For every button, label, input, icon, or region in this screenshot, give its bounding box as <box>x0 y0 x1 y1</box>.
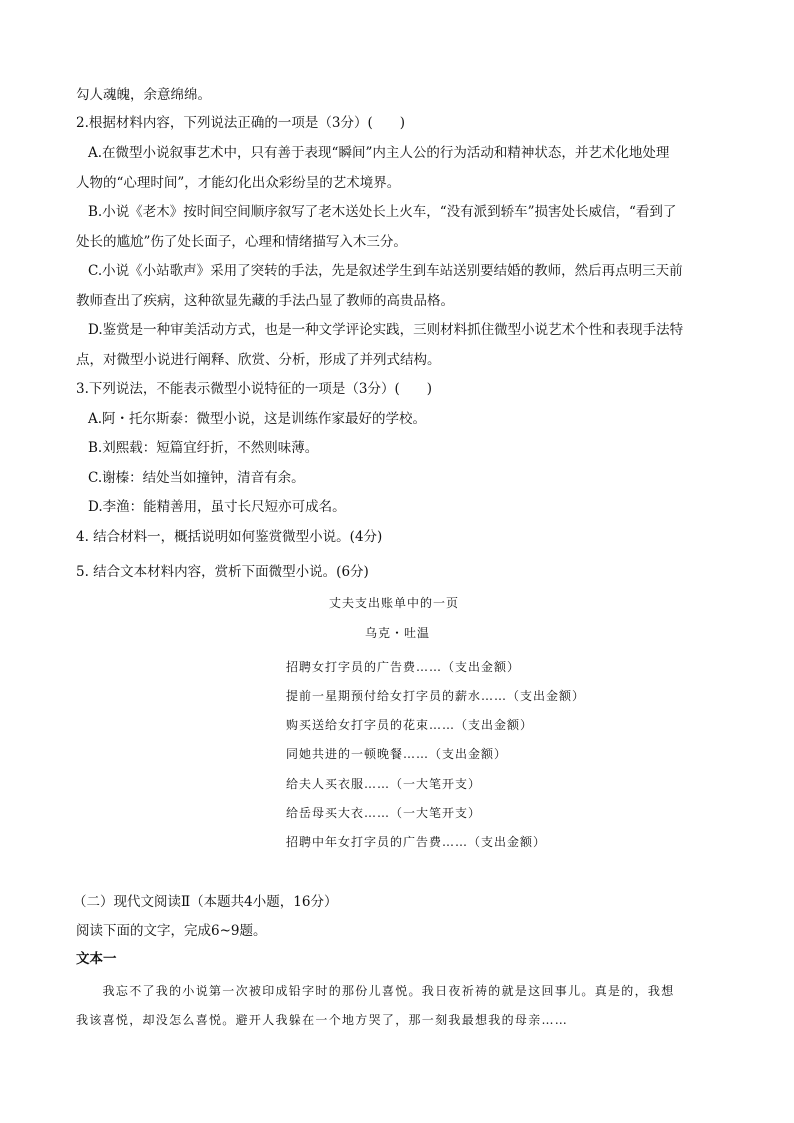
text-title: 文本一 <box>76 951 117 967</box>
option-2d-line2: 点，对微型小说进行阐释、欣赏、分析，形成了并列式结构。 <box>76 352 441 368</box>
option-3b: B.刘熙载：短篇宜纡折，不然则味薄。 <box>88 440 319 456</box>
poem-item: 招聘中年女打字员的广告费……（支出金额） <box>286 835 547 849</box>
section-instruction: 阅读下面的文字，完成6~9题。 <box>76 923 267 939</box>
option-2c-line2: 教师查出了疾病，这种欲显先藏的手法凸显了教师的高贵品格。 <box>76 293 454 309</box>
option-2b-line1: B.小说《老木》按时间空间顺序叙写了老木送处长上火车，“没有派到轿车”损害处长威信，“看到了 <box>88 204 677 220</box>
poem-item: 给夫人买衣服……（一大笔开支） <box>286 777 482 791</box>
option-3a: A.阿・托尔斯泰：微型小说，这是训练作家最好的学校。 <box>88 411 427 427</box>
poem-item: 招聘女打字员的广告费……（支出金额） <box>286 660 521 674</box>
option-3d: D.李渔：能精善用，虽寸长尺短亦可成名。 <box>88 499 346 515</box>
section-header: （二）现代文阅读Ⅱ（本题共4小题，16分） <box>73 894 338 910</box>
option-3c: C.谢榛：结处当如撞钟，清音有余。 <box>88 470 305 486</box>
passage-line: 我该喜悦，却没怎么喜悦。避开人我躲在一个地方哭了，那一刻我最想我的母亲…… <box>76 1013 569 1027</box>
poem-item: 同她共进的一顿晚餐……（支出金额） <box>286 747 508 761</box>
question-4: 4. 结合材料一，概括说明如何鉴赏微型小说。(4分) <box>76 529 383 545</box>
option-2c-line1: C.小说《小站歌声》采用了突转的手法，先是叙述学生到车站送别要结婚的教师，然后再点明三天前 <box>88 263 683 279</box>
option-2a-line2: 人物的“心理时间”，才能幻化出众彩纷呈的艺术境界。 <box>76 175 401 191</box>
option-2a-line1: A.在微型小说叙事艺术中，只有善于表现“瞬间”内主人公的行为活动和精神状态，并艺术化地处理 <box>88 145 670 161</box>
poem-item: 提前一星期预付给女打字员的薪水……（支出金额） <box>286 689 586 703</box>
poem-title: 丈夫支出账单中的一页 <box>329 596 460 610</box>
text-line: 勾人魂魄，余意绵绵。 <box>76 87 211 103</box>
question-5: 5. 结合文本材料内容，赏析下面微型小说。(6分) <box>76 564 369 580</box>
passage-line: 我忘不了我的小说第一次被印成铅字时的那份儿喜悦。我日夜祈祷的就是这回事儿。真是的，我想 <box>76 984 675 998</box>
poem-item: 购买送给女打字员的花束……（支出金额） <box>286 718 534 732</box>
option-2b-line2: 处长的尴尬”伤了处长面子，心理和情绪描写入木三分。 <box>76 234 407 250</box>
option-2d-line1: D.鉴赏是一种审美活动方式，也是一种文学评论实践，三则材料抓住微型小说艺术个性和表现手法特 <box>88 322 684 338</box>
poem-author: 乌克・吐温 <box>365 626 431 640</box>
poem-item: 给岳母买大衣……（一大笔开支） <box>286 806 482 820</box>
question-3: 3.下列说法，不能表示微型小说特征的一项是（3分）( ) <box>76 381 433 397</box>
question-2: 2.根据材料内容，下列说法正确的一项是（3分）( ) <box>76 115 406 131</box>
